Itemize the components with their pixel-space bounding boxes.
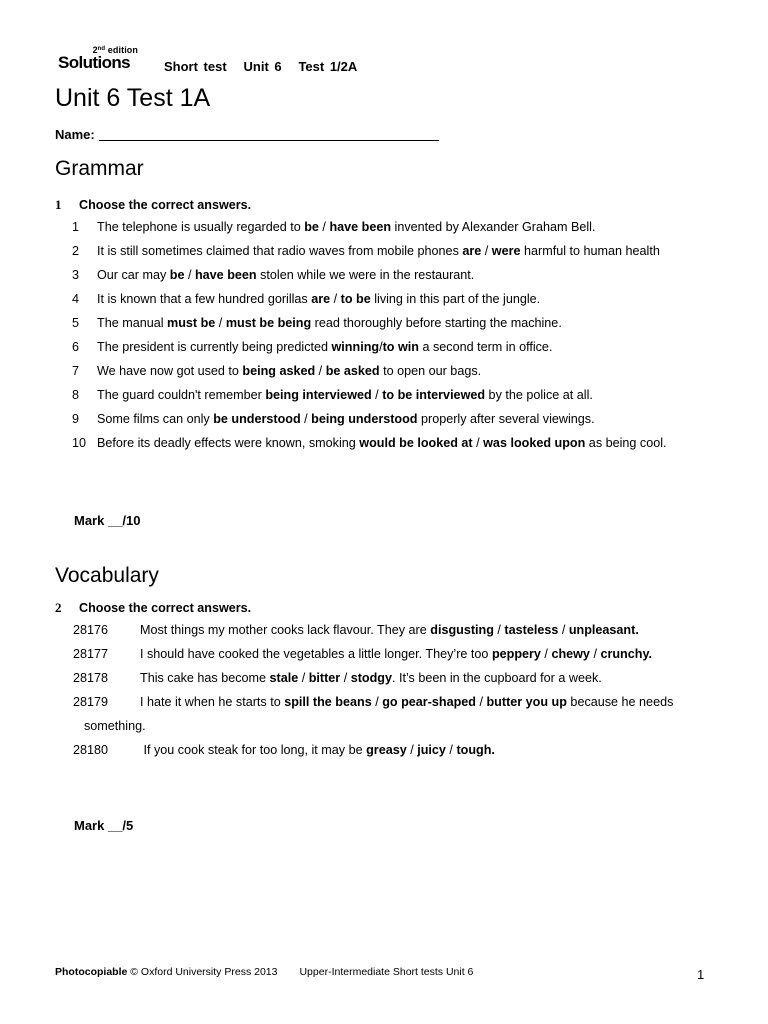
item-text-part: / bbox=[298, 671, 309, 685]
item-text-part: It is known that a few hundred gorillas bbox=[97, 292, 312, 306]
item-text-part: The president is currently being predicted bbox=[97, 340, 332, 354]
answer-option[interactable]: winning bbox=[331, 340, 380, 354]
grammar-mark: Mark __/10 bbox=[74, 513, 141, 528]
task-1-title bbox=[55, 195, 705, 215]
item-text-part: / bbox=[472, 436, 484, 450]
task-2-title bbox=[55, 598, 705, 618]
task-number: 1 bbox=[55, 197, 62, 212]
item-text-part: / bbox=[184, 268, 195, 282]
grammar-item bbox=[55, 383, 705, 407]
vocabulary-item bbox=[55, 738, 705, 762]
item-text-part: / bbox=[318, 220, 330, 234]
item-number: 10 bbox=[72, 436, 87, 450]
answer-option[interactable]: would be looked at bbox=[359, 436, 473, 450]
item-number: 1 bbox=[72, 220, 80, 234]
item-text-part: / bbox=[475, 695, 487, 709]
grammar-item bbox=[55, 431, 705, 455]
item-text bbox=[97, 244, 660, 258]
item-text-part: Before its deadly effects were known, smoking bbox=[97, 436, 360, 450]
answer-option[interactable]: juicy bbox=[417, 743, 446, 757]
item-text-part: / bbox=[379, 340, 383, 354]
item-number: 28176 bbox=[73, 623, 109, 637]
answer-option[interactable]: be bbox=[169, 268, 185, 282]
item-number: 8 bbox=[72, 388, 80, 402]
grammar-item-list bbox=[55, 215, 705, 455]
answer-option[interactable]: greasy bbox=[366, 743, 407, 757]
item-text bbox=[97, 388, 593, 402]
item-text-part: / bbox=[493, 623, 505, 637]
task-instruction: Choose the correct answers. bbox=[79, 198, 252, 212]
item-number: 28179 bbox=[73, 695, 109, 709]
item-number: 28180 bbox=[73, 743, 109, 757]
item-number: 9 bbox=[72, 412, 80, 426]
item-text bbox=[97, 364, 481, 378]
item-text bbox=[84, 743, 495, 757]
answer-option[interactable]: to be interviewed bbox=[382, 388, 486, 402]
edition-label: 2nd edition bbox=[92, 45, 138, 55]
item-text bbox=[97, 436, 667, 450]
item-number: 7 bbox=[72, 364, 80, 378]
item-text-part: The telephone is usually regarded to bbox=[97, 220, 305, 234]
item-text bbox=[97, 412, 595, 426]
name-field[interactable] bbox=[55, 127, 439, 142]
item-text-part: as being cool. bbox=[585, 436, 667, 450]
item-text-part: / bbox=[315, 364, 326, 378]
answer-option[interactable]: were bbox=[491, 244, 521, 258]
vocabulary-item bbox=[55, 666, 705, 690]
item-text bbox=[97, 292, 540, 306]
footer bbox=[55, 966, 473, 978]
item-number: 28178 bbox=[73, 671, 109, 685]
answer-option[interactable]: crunchy. bbox=[600, 647, 653, 661]
grammar-item bbox=[55, 215, 705, 239]
item-text-part: / bbox=[330, 292, 341, 306]
answer-option[interactable]: spill the beans bbox=[284, 695, 372, 709]
item-text-part: by the police at all. bbox=[485, 388, 593, 402]
item-text-part: The guard couldn't remember bbox=[97, 388, 266, 402]
grammar-item bbox=[55, 359, 705, 383]
item-text-part: living in this part of the jungle. bbox=[370, 292, 541, 306]
answer-option[interactable]: being understood bbox=[311, 412, 418, 426]
brand-name: Solutions bbox=[58, 53, 131, 72]
item-text bbox=[97, 268, 474, 282]
item-text-part: I should have cooked the vegetables a little longer. They’re too bbox=[140, 647, 492, 661]
page-title: Unit 6 Test 1A bbox=[55, 84, 211, 112]
grammar-task bbox=[55, 195, 705, 455]
answer-option[interactable]: stodgy bbox=[350, 671, 392, 685]
item-text-part: Some films can only bbox=[97, 412, 214, 426]
answer-option[interactable]: disgusting bbox=[430, 623, 494, 637]
grammar-item bbox=[55, 287, 705, 311]
vocabulary-item bbox=[55, 642, 705, 666]
header-test-info: Short test Unit 6 Test 1/2A bbox=[164, 59, 358, 74]
item-text-part: because he needs something. bbox=[84, 695, 674, 733]
answer-option[interactable]: are bbox=[462, 244, 482, 258]
item-number: 3 bbox=[72, 268, 80, 282]
answer-option[interactable]: butter you up bbox=[486, 695, 567, 709]
answer-option[interactable]: be bbox=[304, 220, 319, 234]
item-text-part: . It’s been in the cupboard for a week. bbox=[391, 671, 602, 685]
answer-option[interactable]: be understood bbox=[213, 412, 301, 426]
item-text bbox=[97, 316, 562, 330]
answer-option[interactable]: go pear-shaped bbox=[382, 695, 476, 709]
answer-option[interactable]: to win bbox=[382, 340, 419, 354]
copyright-text: © Oxford University Press 2013 bbox=[127, 966, 278, 978]
item-text-part: / bbox=[445, 743, 457, 757]
answer-option[interactable]: have been bbox=[329, 220, 392, 234]
item-text-part: The manual bbox=[97, 316, 168, 330]
item-text bbox=[84, 671, 602, 685]
item-text-part: I hate it when he starts to bbox=[140, 695, 285, 709]
course-label: Upper-Intermediate Short tests Unit 6 bbox=[299, 966, 474, 978]
vocabulary-item bbox=[55, 690, 705, 738]
answer-option[interactable]: must be being bbox=[225, 316, 312, 330]
vocabulary-item bbox=[55, 618, 705, 642]
item-number: 6 bbox=[72, 340, 80, 354]
answer-option[interactable]: being asked bbox=[242, 364, 316, 378]
answer-option[interactable]: tasteless bbox=[504, 623, 559, 637]
item-text bbox=[84, 647, 652, 661]
item-text-part: It is still sometimes claimed that radio waves from mobile phones bbox=[97, 244, 463, 258]
task-number: 2 bbox=[55, 600, 62, 615]
answer-option[interactable]: unpleasant. bbox=[568, 623, 639, 637]
vocabulary-task bbox=[55, 598, 705, 762]
item-text-part: We have now got used to bbox=[97, 364, 243, 378]
answer-option[interactable]: tough. bbox=[456, 743, 495, 757]
item-text bbox=[97, 220, 595, 234]
grammar-heading: Grammar bbox=[55, 157, 144, 180]
item-number: 2 bbox=[72, 244, 80, 258]
page-number: 1 bbox=[697, 967, 705, 982]
answer-option[interactable]: bitter bbox=[308, 671, 341, 685]
answer-option[interactable]: was looked upon bbox=[483, 436, 586, 450]
task-instruction: Choose the correct answers. bbox=[79, 601, 252, 615]
item-text-part: harmful to human health bbox=[520, 244, 660, 258]
item-text bbox=[84, 623, 639, 637]
answer-option[interactable]: being interviewed bbox=[265, 388, 372, 402]
item-text-part: / bbox=[540, 647, 552, 661]
item-text-part: stolen while we were in the restaurant. bbox=[256, 268, 475, 282]
vocabulary-item-list bbox=[55, 618, 705, 762]
grammar-item bbox=[55, 335, 705, 359]
item-text-part: / bbox=[215, 316, 226, 330]
item-text-part: a second term in office. bbox=[418, 340, 553, 354]
item-text bbox=[97, 340, 552, 354]
item-text-part: / bbox=[371, 695, 383, 709]
item-text-part: read thoroughly before starting the machine. bbox=[311, 316, 562, 330]
item-text-part: / bbox=[558, 623, 569, 637]
item-text-part: / bbox=[589, 647, 601, 661]
answer-option[interactable]: stale bbox=[269, 671, 299, 685]
grammar-item bbox=[55, 311, 705, 335]
item-text-part: properly after several viewings. bbox=[417, 412, 595, 426]
answer-option[interactable]: are bbox=[311, 292, 331, 306]
item-text-part: This cake has become bbox=[140, 671, 270, 685]
item-text-part: / bbox=[481, 244, 492, 258]
grammar-item bbox=[55, 407, 705, 431]
vocabulary-heading: Vocabulary bbox=[55, 564, 159, 587]
solutions-logo bbox=[58, 45, 140, 75]
name-blank-line[interactable] bbox=[99, 128, 439, 141]
item-text-part: If you cook steak for too long, it may be bbox=[140, 743, 367, 757]
item-number: 28177 bbox=[73, 647, 109, 661]
answer-option[interactable]: chewy bbox=[551, 647, 590, 661]
item-text bbox=[84, 695, 673, 733]
photocopiable-label: Photocopiable bbox=[55, 966, 128, 978]
name-label: Name: bbox=[55, 127, 95, 142]
item-text-part: / bbox=[406, 743, 418, 757]
item-number: 5 bbox=[72, 316, 80, 330]
grammar-item bbox=[55, 263, 705, 287]
item-text-part: Most things my mother cooks lack flavour. They are bbox=[140, 623, 431, 637]
item-text-part: to open our bags. bbox=[379, 364, 482, 378]
grammar-item bbox=[55, 239, 705, 263]
answer-option[interactable]: have been bbox=[194, 268, 257, 282]
item-number: 4 bbox=[72, 292, 80, 306]
item-text-part: / bbox=[340, 671, 351, 685]
item-text-part: / bbox=[300, 412, 312, 426]
answer-option[interactable]: be asked bbox=[325, 364, 380, 378]
item-text-part: / bbox=[371, 388, 383, 402]
item-text-part: Our car may bbox=[97, 268, 170, 282]
item-text-part: invented by Alexander Graham Bell. bbox=[391, 220, 596, 234]
answer-option[interactable]: must be bbox=[167, 316, 216, 330]
vocabulary-mark: Mark __/5 bbox=[74, 818, 134, 833]
answer-option[interactable]: to be bbox=[340, 292, 371, 306]
answer-option[interactable]: peppery bbox=[491, 647, 541, 661]
